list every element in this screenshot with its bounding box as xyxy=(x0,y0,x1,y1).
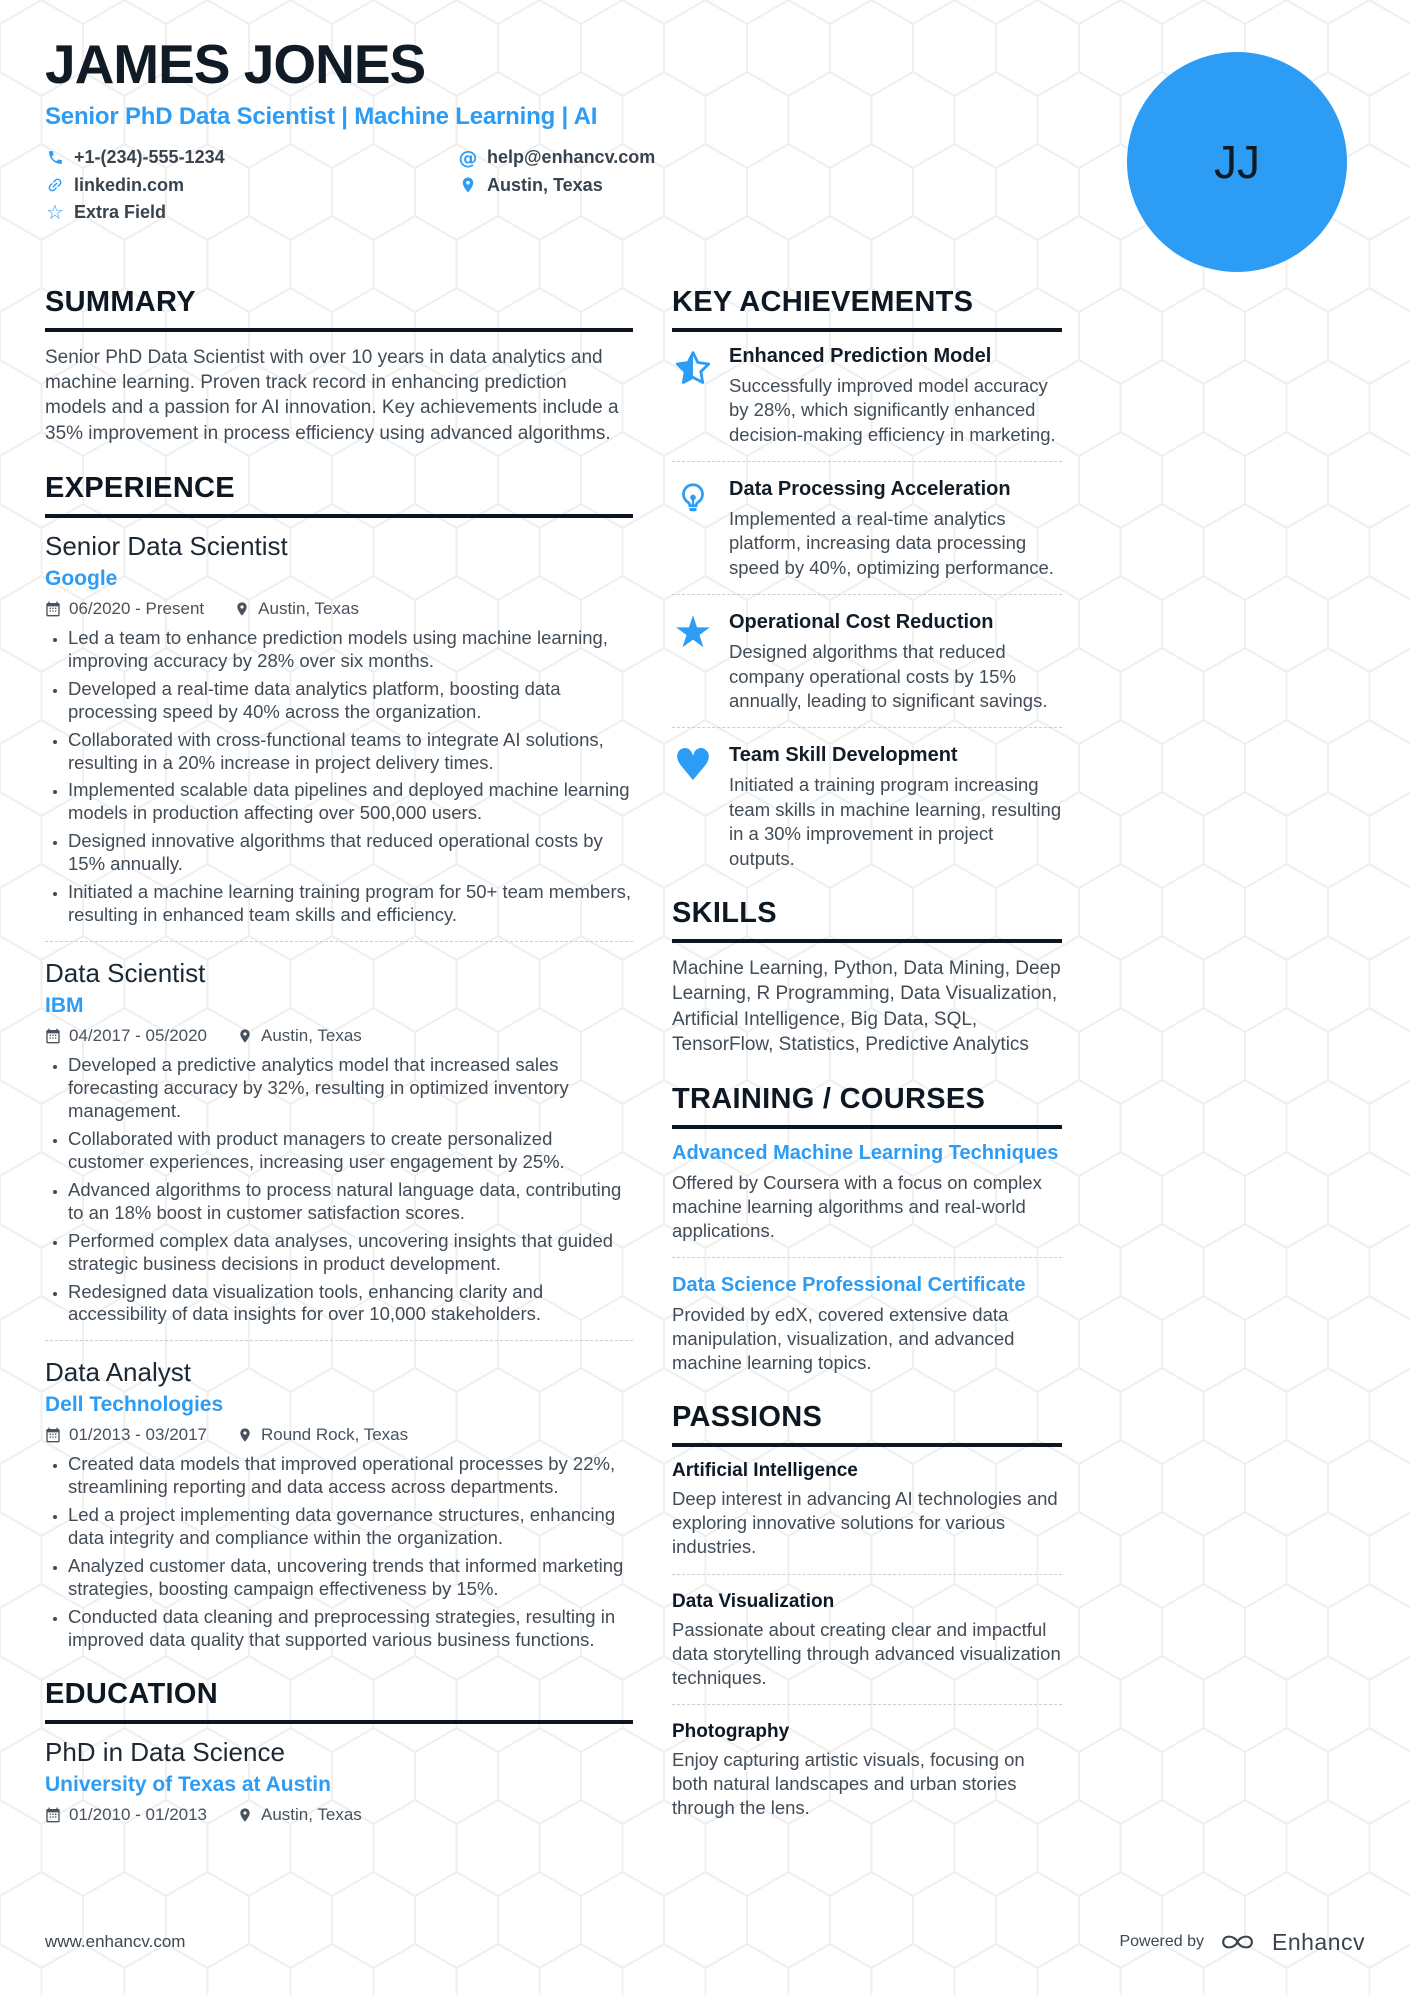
bullet-item: • Redesigned data visualization tools, enhancing clarity and accessibility of data insights for over 10,000 stakeholders. xyxy=(68,1281,633,1327)
job-title: Senior Data Scientist xyxy=(45,530,288,561)
achievement-item xyxy=(672,345,1062,447)
at-icon: @ xyxy=(458,146,478,169)
achievement-text: Designed algorithms that reduced company operational costs by 15% annually, leading to significant savings. xyxy=(729,641,1048,711)
contact-location xyxy=(458,172,1107,199)
education-location-text: Austin, Texas xyxy=(261,1804,362,1824)
achievement-item xyxy=(672,607,1062,713)
calendar-icon xyxy=(45,1028,61,1044)
bullet-item: • Collaborated with cross-functional teams to integrate AI solutions, resulting in a 20% increase in project delivery times. xyxy=(68,729,633,775)
achievement-item xyxy=(672,478,1062,580)
job-meta xyxy=(45,1026,633,1046)
achievement-title: Operational Cost Reduction xyxy=(729,611,994,634)
achievement-text: Initiated a training program increasing team skills in machine learning, resulting in a 30% improvement in project outputs. xyxy=(729,774,1062,869)
training-section xyxy=(672,1083,1062,1375)
job-title: Data Scientist xyxy=(45,958,206,989)
dashed-divider xyxy=(672,594,1062,595)
right-column xyxy=(672,286,1062,1851)
left-column xyxy=(45,286,633,1851)
job-dates-text: 01/2013 - 03/2017 xyxy=(69,1425,208,1445)
passion-text: Passionate about creating clear and impactful data storytelling through advanced visualization techniques. xyxy=(672,1618,1061,1688)
link-icon xyxy=(45,176,65,194)
bullet-item: • Performed complex data analyses, uncovering insights that guided strategic business decisions in product development. xyxy=(68,1230,633,1276)
job-location-text: Austin, Texas xyxy=(258,598,359,618)
achievement-item xyxy=(672,740,1062,871)
candidate-headline: Senior PhD Data Scientist | Machine Learning | AI xyxy=(45,102,598,130)
location-pin-icon xyxy=(237,1807,253,1823)
enhancv-site-link[interactable]: www.enhancv.com xyxy=(45,1932,186,1951)
contact-phone-text: +1-(234)-555-1234 xyxy=(74,147,225,168)
contact-extra-field xyxy=(45,199,458,226)
bullet-item: • Collaborated with product managers to create personalized customer experiences, increasing user engagement by 25%. xyxy=(68,1128,633,1174)
dashed-divider xyxy=(45,1340,633,1341)
phone-icon xyxy=(45,149,65,166)
bullet-item: • Advanced algorithms to process natural language data, contributing to an 18% boost in customer satisfaction scores. xyxy=(68,1179,633,1225)
passion-title: Artificial Intelligence xyxy=(672,1460,858,1482)
experience-section xyxy=(45,472,633,1652)
job-company: Dell Technologies xyxy=(45,1393,224,1417)
contact-extra-field-text: Extra Field xyxy=(74,201,167,222)
dashed-divider xyxy=(672,1704,1062,1705)
star-outline-icon: ☆ xyxy=(46,200,64,225)
bullet-item: • Developed a real-time data analytics platform, boosting data processing speed by 40% across the organization. xyxy=(68,678,633,724)
enhancv-brand-text: Enhancv xyxy=(1271,1928,1365,1955)
course-title: Data Science Professional Certificate xyxy=(672,1274,1026,1297)
summary-heading: SUMMARY xyxy=(45,286,633,332)
job-location xyxy=(234,599,359,619)
education-dates-text: 01/2010 - 01/2013 xyxy=(69,1804,208,1824)
job-entry xyxy=(45,958,633,1326)
job-bullets xyxy=(45,627,633,927)
half-star-icon xyxy=(672,345,714,447)
course-item xyxy=(672,1142,1062,1243)
job-company: IBM xyxy=(45,994,84,1018)
education-heading: EDUCATION xyxy=(45,1678,633,1724)
education-location xyxy=(237,1805,362,1825)
experience-heading: EXPERIENCE xyxy=(45,472,633,518)
passion-title: Photography xyxy=(672,1720,790,1742)
bullet-item: • Implemented scalable data pipelines and deployed machine learning models in production affecting over 500,000 users. xyxy=(68,779,633,825)
dashed-divider xyxy=(672,1574,1062,1575)
candidate-name: JAMES JONES xyxy=(45,33,426,95)
summary-text: Senior PhD Data Scientist with over 10 years in data analytics and machine learning. Proven track record in enhancing prediction models and a passion for AI innovation. Key achievements include a 35% improvement in process efficiency using advanced algorithms. xyxy=(45,346,619,444)
job-location-text: Round Rock, Texas xyxy=(261,1425,409,1445)
job-meta xyxy=(45,1425,633,1445)
education-section xyxy=(45,1678,633,1825)
dashed-divider xyxy=(672,461,1062,462)
calendar-icon xyxy=(45,1807,61,1823)
education-dates xyxy=(45,1805,207,1825)
enhancv-logo-icon xyxy=(1216,1927,1260,1957)
skills-text: Machine Learning, Python, Data Mining, Deep Learning, R Programming, Data Visualization, Artificial Intelligence, Big Data, SQL, TensorFlow, Statistics, Predictive Analytics xyxy=(672,958,1061,1055)
page-footer xyxy=(45,1927,1365,1957)
key-achievements-section xyxy=(672,286,1062,871)
achievement-title: Team Skill Development xyxy=(729,744,958,767)
contact-location-text: Austin, Texas xyxy=(487,174,603,195)
heart-icon: ♥ xyxy=(673,740,713,792)
job-dates xyxy=(45,599,204,619)
star-icon: ★ xyxy=(673,607,713,659)
powered-by[interactable] xyxy=(1119,1927,1365,1957)
location-pin-icon xyxy=(458,176,478,194)
contact-email-text: help@enhancv.com xyxy=(487,147,656,168)
avatar-initials: JJ xyxy=(1214,136,1260,188)
job-title: Data Analyst xyxy=(45,1357,191,1388)
passion-item xyxy=(672,1460,1062,1559)
location-pin-icon xyxy=(237,1028,253,1044)
bullet-item: • Led a team to enhance prediction models using machine learning, improving accuracy by 28% over six months. xyxy=(68,627,633,673)
training-heading: TRAINING / COURSES xyxy=(672,1083,1062,1129)
job-location-text: Austin, Texas xyxy=(261,1026,362,1046)
lightbulb-icon xyxy=(672,478,714,580)
bullet-item: • Initiated a machine learning training program for 50+ team members, resulting in enhanced team skills and efficiency. xyxy=(68,881,633,927)
skills-heading: SKILLS xyxy=(672,897,1062,943)
contact-linkedin-text: linkedin.com xyxy=(74,174,185,195)
dashed-divider xyxy=(672,727,1062,728)
job-dates-text: 04/2017 - 05/2020 xyxy=(69,1026,208,1046)
location-pin-icon xyxy=(234,601,250,617)
passions-heading: PASSIONS xyxy=(672,1401,1062,1447)
course-title: Advanced Machine Learning Techniques xyxy=(672,1142,1059,1165)
passion-item xyxy=(672,1721,1062,1820)
summary-section xyxy=(45,286,633,446)
bullet-item: • Developed a predictive analytics model that increased sales forecasting accuracy by 32%, resulting in optimized inventory management. xyxy=(68,1054,633,1123)
job-company: Google xyxy=(45,566,118,590)
job-dates xyxy=(45,1425,207,1445)
course-text: Provided by edX, covered extensive data manipulation, visualization, and advanced machine learning topics. xyxy=(672,1304,1015,1374)
education-degree: PhD in Data Science xyxy=(45,1736,285,1767)
course-item xyxy=(672,1274,1062,1375)
contact-phone[interactable] xyxy=(45,144,458,172)
job-location xyxy=(237,1026,362,1046)
achievement-title: Data Processing Acceleration xyxy=(729,477,1011,500)
passion-item xyxy=(672,1591,1062,1690)
job-dates xyxy=(45,1026,207,1046)
achievement-text: Successfully improved model accuracy by 28%, which significantly enhanced decision-making efficiency in marketing. xyxy=(729,374,1056,445)
contact-info xyxy=(45,144,1107,226)
job-location xyxy=(237,1425,408,1445)
dashed-divider xyxy=(672,1257,1062,1258)
achievement-title: Enhanced Prediction Model xyxy=(729,344,992,367)
job-bullets xyxy=(45,1054,633,1326)
job-entry xyxy=(45,531,633,927)
powered-by-label: Powered by xyxy=(1119,1933,1204,1950)
achievement-text: Implemented a real-time analytics platform, increasing data processing speed by 40%, optimizing performance. xyxy=(729,507,1054,578)
calendar-icon xyxy=(45,601,61,617)
job-dates-text: 06/2020 - Present xyxy=(69,598,205,618)
contact-email[interactable] xyxy=(458,144,1107,172)
job-entry xyxy=(45,1357,633,1652)
education-school: University of Texas at Austin xyxy=(45,1772,331,1796)
education-meta xyxy=(45,1805,633,1825)
job-meta xyxy=(45,599,633,619)
job-bullets xyxy=(45,1453,633,1652)
skills-section xyxy=(672,897,1062,1057)
avatar xyxy=(1127,52,1347,272)
course-text: Offered by Coursera with a focus on complex machine learning algorithms and real-world applications. xyxy=(672,1172,1042,1242)
passion-text: Enjoy capturing artistic visuals, focusing on both natural landscapes and urban stories through the lens. xyxy=(672,1748,1025,1818)
bullet-item: • Created data models that improved operational processes by 22%, streamlining reporting and data access across departments. xyxy=(68,1453,633,1499)
passion-title: Data Visualization xyxy=(672,1590,835,1612)
contact-linkedin[interactable] xyxy=(45,172,458,199)
bullet-item: • Designed innovative algorithms that reduced operational costs by 15% annually. xyxy=(68,830,633,876)
calendar-icon xyxy=(45,1427,61,1443)
passion-text: Deep interest in advancing AI technologies and exploring innovative solutions for various industries. xyxy=(672,1488,1058,1558)
passions-section xyxy=(672,1401,1062,1819)
key-achievements-heading: KEY ACHIEVEMENTS xyxy=(672,286,1062,332)
bullet-item: • Led a project implementing data governance structures, enhancing data integrity and compliance within the organization. xyxy=(68,1504,633,1550)
bullet-item: • Analyzed customer data, uncovering trends that informed marketing strategies, boosting campaign effectiveness by 15%. xyxy=(68,1555,633,1601)
dashed-divider xyxy=(45,941,633,942)
resume-header xyxy=(45,33,1107,226)
location-pin-icon xyxy=(237,1427,253,1443)
bullet-item: • Conducted data cleaning and preprocessing strategies, resulting in improved data quality that supported various business functions. xyxy=(68,1606,633,1652)
